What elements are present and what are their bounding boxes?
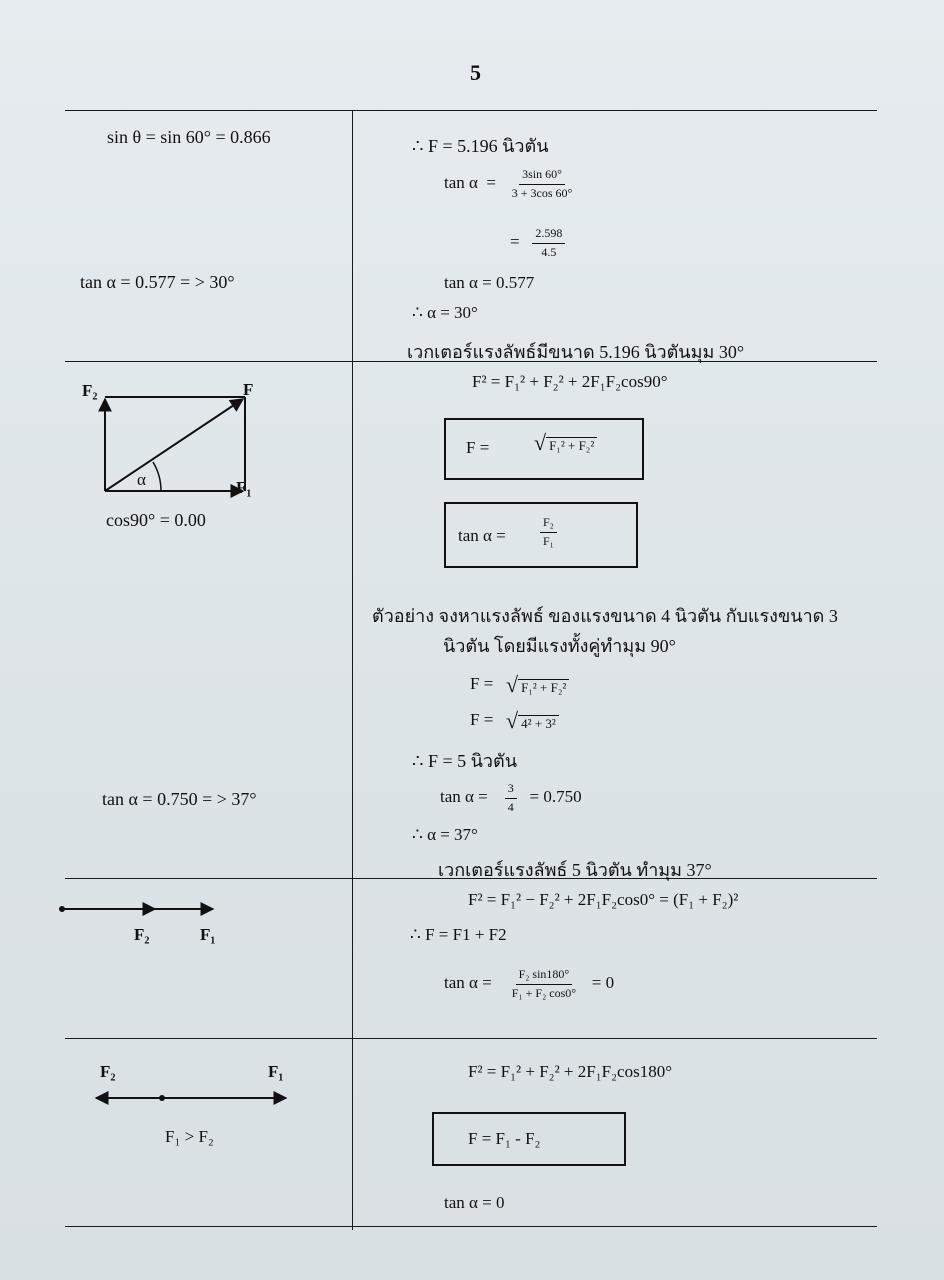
r2-main-equation: F² = F₁² + F₂² + 2F₁F₂cos90° [472, 372, 668, 391]
r2-formula-box-f: F = √ F₁² + F₂² [444, 418, 644, 480]
r1-eq-fraction: = $\frac{2.598}{4.5}$ [510, 227, 565, 260]
r1-eq-den: 4.5 [541, 244, 557, 259]
r2-ex-tan-rhs: = 0.750 [529, 787, 582, 807]
r2-ex-f1-radicand: F₁² + F₂² [518, 679, 569, 696]
r3-main-equation: F² = F₁² − F₂² + 2F₁F₂cos0° = (F₁ + F₂)² [468, 890, 739, 909]
r4-tan-zero: tan α = 0 [444, 1193, 505, 1212]
r2-label-f1: F₁ [236, 478, 252, 497]
r4-label-f2: F₂ [100, 1062, 116, 1081]
r2-example-line2: นิวตัน โดยมีแรงทั้งคู่ทำมุม 90° [443, 636, 676, 656]
r4-box-eq: F = F₁ - F₂ [468, 1129, 541, 1148]
r3-tan-lhs: tan α = [444, 973, 492, 993]
r2-formula-box-tan [444, 502, 638, 568]
r3-tan-rhs: = 0 [591, 973, 615, 993]
r1-tan-formula: tan α = $\frac{3\sin 60^\circ}{3 + 3\cos 60^\circ}$ [444, 168, 575, 201]
r2-ex-f2-radicand: 4² + 3² [518, 715, 559, 732]
r2-left-tan: tan α = 0.750 = > 37° [102, 789, 257, 809]
r3-tan-formula [444, 968, 614, 1001]
r3-label-f1: F₁ [200, 925, 216, 944]
r2-ex-tan [440, 782, 582, 815]
table-top-rule [65, 110, 877, 111]
r1-left-tan: tan α = 0.577 = > 30° [80, 272, 235, 292]
r2-ex-alpha: ∴ α = 37° [412, 825, 478, 844]
r4-formula-box [432, 1112, 626, 1166]
r2-box1-lhs: F = [466, 438, 490, 457]
r1-alpha-value: ∴ α = 30° [412, 303, 478, 322]
r1-eq-num: 2.598 [532, 227, 565, 244]
r1-left-sin: sin θ = sin 60° = 0.866 [107, 127, 271, 147]
r3-label-f2: F₂ [134, 925, 150, 944]
page-number: 5 [470, 60, 481, 85]
r3-tan-den: F₁ + F₂ cos0° [511, 985, 577, 1000]
r1-summary: เวกเตอร์แรงลัพธ์มีขนาด 5.196 นิวตันมุม 30° [407, 342, 745, 362]
r2-example-line1: ตัวอย่าง จงหาแรงลัพธ์ ของแรงขนาด 4 นิวตัน กับแรงขนาด 3 [372, 606, 838, 626]
r4-label-f1: F₁ [268, 1062, 284, 1081]
r2-angle-arc [153, 462, 161, 491]
r2-resultant-arrow [105, 399, 243, 491]
r1-tan-value: tan α = 0.577 [444, 273, 535, 292]
r3-sum-equation: ∴ F = F1 + F2 [410, 925, 507, 944]
column-divider [352, 110, 353, 1230]
r2-ex-f-result: ∴ F = 5 นิวตัน [412, 751, 518, 771]
r1-tan-num: 3sin 60° [519, 168, 565, 185]
r2-box2-lhs: tan α = [458, 526, 506, 545]
r2-box2-num: F₂ [540, 516, 557, 533]
r2-label-f2: F₂ [82, 381, 98, 400]
r4-vector-diagram [92, 1085, 292, 1111]
r2-box1-radicand: F₁² + F₂² [546, 437, 597, 454]
r2-label-alpha: α [137, 470, 146, 489]
r3-vector-diagram [55, 895, 225, 925]
table-bottom-rule [65, 1226, 877, 1227]
r2-box2-den: F₁ [543, 533, 554, 548]
r2-ex-tan-num: 3 [505, 782, 517, 799]
r2-ex-f-numbers: F = √ 4² + 3² [470, 708, 559, 734]
r2-ex-tan-den: 4 [507, 799, 514, 814]
r2-label-f: F [243, 380, 254, 399]
r4-condition: F₁ > F₂ [165, 1127, 214, 1146]
r2-ex-tan-lhs: tan α = [440, 787, 488, 807]
r2-ex-f1-lhs: F = [470, 673, 494, 693]
row-divider-3 [65, 1038, 877, 1039]
r2-left-cos: cos90° = 0.00 [106, 510, 206, 530]
r1-tan-den: 3 + 3cos 60° [511, 185, 573, 200]
r2-ex-f-sqrt: F = √ F₁² + F₂² [470, 672, 569, 698]
r4-main-equation: F² = F₁² + F₂² + 2F₁F₂cos180° [468, 1062, 672, 1081]
r3-tan-num: F₂ sin180° [516, 968, 573, 985]
r2-ex-f2-lhs: F = [470, 709, 494, 729]
r2-summary: เวกเตอร์แรงลัพธ์ 5 นิวตัน ทำมุม 37° [438, 860, 712, 880]
r1-force-value: ∴ F = 5.196 นิวตัน [412, 136, 549, 156]
